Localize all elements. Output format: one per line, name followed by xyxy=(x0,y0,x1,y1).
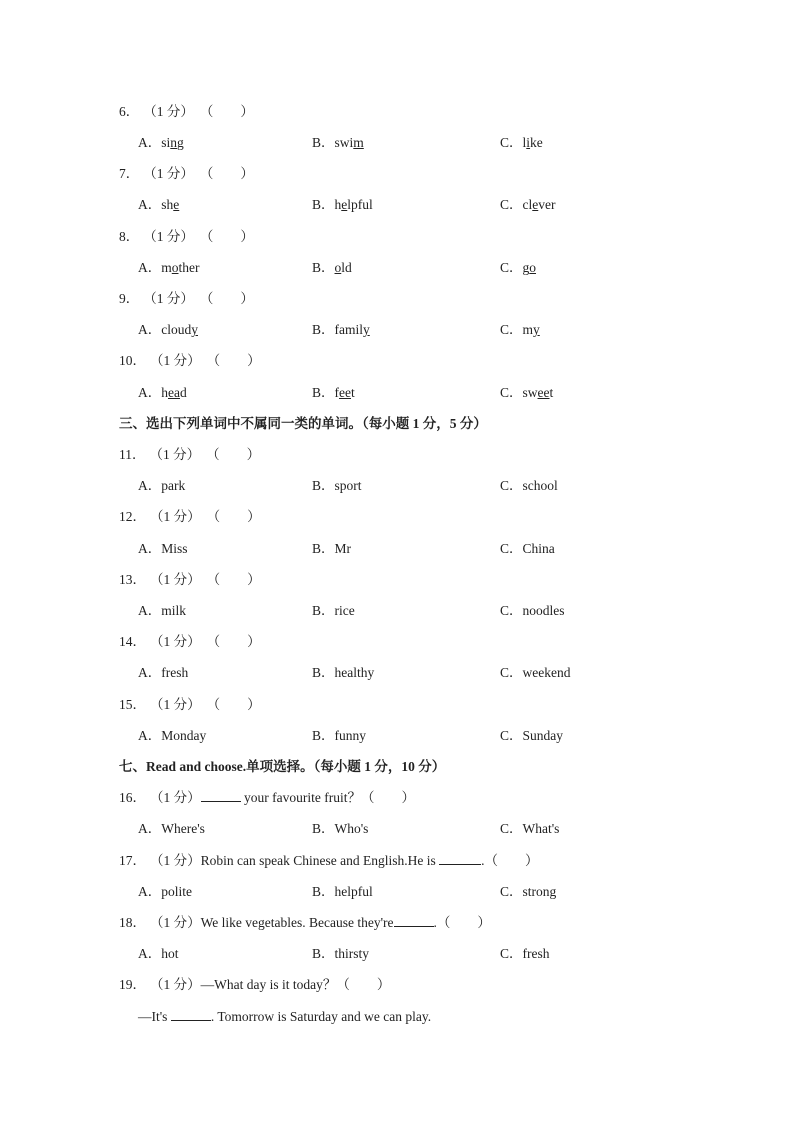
question-number: 11． xyxy=(119,447,146,462)
question-text-after: . Tomorrow is Saturday and we can play. xyxy=(210,1009,432,1024)
question-text-before: —It's xyxy=(138,1009,171,1024)
question-text-before: We like vegetables. Because they're xyxy=(200,915,394,930)
option-c[interactable]: C．go xyxy=(500,260,537,275)
question-points: （1 分） xyxy=(149,447,201,462)
option-b[interactable]: B．helpful xyxy=(312,197,373,212)
question-number: 19． xyxy=(119,977,146,992)
option-b[interactable]: B．rice xyxy=(312,603,355,618)
option-b[interactable]: B．old xyxy=(312,260,352,275)
answer-paren[interactable]: （ ） xyxy=(206,353,261,368)
question-number: 12． xyxy=(119,509,146,524)
question-text-after: your favourite fruit？（ ） xyxy=(240,790,415,805)
option-b[interactable]: B．helpful xyxy=(312,884,373,899)
answer-paren[interactable]: （ ） xyxy=(206,634,261,649)
question-points: （1 分） xyxy=(150,353,201,368)
question-number: 15． xyxy=(119,697,146,712)
option-b[interactable]: B．feet xyxy=(312,385,355,400)
question-16 xyxy=(119,789,415,807)
option-c[interactable]: C．like xyxy=(500,135,543,150)
option-a[interactable]: A．Monday xyxy=(138,728,207,743)
option-c[interactable]: C．sweet xyxy=(500,385,554,400)
question-points: （1 分） xyxy=(150,915,201,930)
question-text-after: .（ ） xyxy=(481,853,539,868)
question-number: 18． xyxy=(119,915,146,930)
question-12 xyxy=(119,508,261,526)
question-number: 9． xyxy=(119,291,140,306)
question-points: （1 分） xyxy=(150,790,201,805)
question-9 xyxy=(119,290,254,308)
answer-paren[interactable]: （ ） xyxy=(199,291,254,306)
question-text-before: —What day is it today？（ ） xyxy=(200,977,391,992)
question-points: （1 分） xyxy=(150,572,201,587)
option-a[interactable]: A．fresh xyxy=(138,665,189,680)
question-number: 8． xyxy=(119,229,140,244)
question-13 xyxy=(119,571,261,589)
option-a[interactable]: A．Miss xyxy=(138,541,188,556)
option-c[interactable]: C．What's xyxy=(500,821,560,836)
answer-blank[interactable] xyxy=(171,1008,211,1021)
question-6 xyxy=(119,103,254,121)
answer-paren[interactable]: （ ） xyxy=(206,509,261,524)
section-heading-3: 三、选出下列单词中不属同一类的单词。（每小题 1 分，5 分） xyxy=(119,416,487,431)
option-b[interactable]: B．healthy xyxy=(312,665,375,680)
answer-blank[interactable] xyxy=(439,852,481,865)
question-points: （1 分） xyxy=(143,291,194,306)
question-number: 16． xyxy=(119,790,146,805)
question-7 xyxy=(119,165,254,183)
option-c[interactable]: C．school xyxy=(500,478,558,493)
option-a[interactable]: A．sing xyxy=(138,135,184,150)
question-15 xyxy=(119,696,261,714)
answer-blank[interactable] xyxy=(201,789,241,802)
option-a[interactable]: A．Where's xyxy=(138,821,205,836)
option-c[interactable]: C．noodles xyxy=(500,603,565,618)
question-number: 6． xyxy=(119,104,140,119)
question-points: （1 分） xyxy=(143,104,194,119)
option-c[interactable]: C．Sunday xyxy=(500,728,564,743)
option-c[interactable]: C．weekend xyxy=(500,665,571,680)
option-b[interactable]: B．family xyxy=(312,322,370,337)
question-points: （1 分） xyxy=(150,509,201,524)
answer-paren[interactable]: （ ） xyxy=(199,229,254,244)
question-8 xyxy=(119,228,254,246)
question-points: （1 分） xyxy=(150,853,201,868)
option-a[interactable]: A．she xyxy=(138,197,180,212)
question-points: （1 分） xyxy=(150,697,201,712)
question-number: 14． xyxy=(119,634,146,649)
question-text-after: .（ ） xyxy=(433,915,491,930)
question-number: 10． xyxy=(119,353,146,368)
question-19-continuation xyxy=(138,1008,431,1026)
option-a[interactable]: A．hot xyxy=(138,946,179,961)
question-points: （1 分） xyxy=(143,166,194,181)
question-14 xyxy=(119,633,261,651)
answer-paren[interactable]: （ ） xyxy=(199,166,254,181)
answer-blank[interactable] xyxy=(394,914,434,927)
answer-paren[interactable]: （ ） xyxy=(206,697,261,712)
question-17 xyxy=(119,852,538,870)
option-a[interactable]: A．cloudy xyxy=(138,322,198,337)
option-a[interactable]: A．head xyxy=(138,385,187,400)
question-number: 13． xyxy=(119,572,146,587)
answer-paren[interactable]: （ ） xyxy=(206,447,261,462)
option-c[interactable]: C．my xyxy=(500,322,540,337)
option-b[interactable]: B．thirsty xyxy=(312,946,370,961)
option-b[interactable]: B．swim xyxy=(312,135,364,150)
question-number: 7． xyxy=(119,166,140,181)
option-a[interactable]: A．polite xyxy=(138,884,192,899)
option-a[interactable]: A．mother xyxy=(138,260,200,275)
question-points: （1 分） xyxy=(150,977,201,992)
question-number: 17． xyxy=(119,853,146,868)
option-b[interactable]: B．funny xyxy=(312,728,366,743)
answer-paren[interactable]: （ ） xyxy=(199,104,254,119)
question-10 xyxy=(119,352,261,370)
section-heading-7: 七、Read and choose.单项选择。（每小题 1 分，10 分） xyxy=(119,759,446,774)
option-c[interactable]: C．strong xyxy=(500,884,557,899)
option-b[interactable]: B．sport xyxy=(312,478,362,493)
option-b[interactable]: B．Mr xyxy=(312,541,352,556)
option-b[interactable]: B．Who's xyxy=(312,821,369,836)
option-a[interactable]: A．milk xyxy=(138,603,187,618)
question-19 xyxy=(119,976,390,994)
option-c[interactable]: C．fresh xyxy=(500,946,550,961)
question-points: （1 分） xyxy=(150,634,201,649)
question-18 xyxy=(119,914,491,932)
question-11 xyxy=(119,446,260,464)
question-points: （1 分） xyxy=(143,229,194,244)
answer-paren[interactable]: （ ） xyxy=(206,572,261,587)
question-text-before: Robin can speak Chinese and English.He is xyxy=(200,853,440,868)
option-c[interactable]: C．clever xyxy=(500,197,556,212)
option-c[interactable]: C．China xyxy=(500,541,555,556)
option-a[interactable]: A．park xyxy=(138,478,186,493)
